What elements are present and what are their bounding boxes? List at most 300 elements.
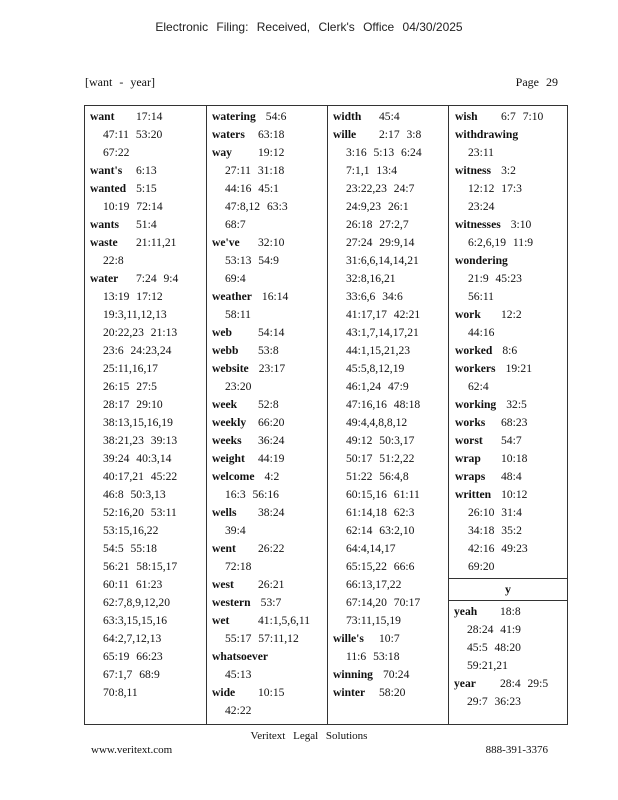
page-line-refs: 22:8 bbox=[103, 254, 124, 267]
index-entry bbox=[333, 126, 448, 144]
index-continuation bbox=[212, 198, 327, 216]
page-line-refs: 70:8,11 bbox=[103, 686, 138, 699]
page-line-refs: 40:17,21 45:22 bbox=[103, 470, 178, 483]
page-line-refs: 54:7 bbox=[501, 434, 522, 447]
page-line-refs: 26:10 31:4 bbox=[468, 506, 522, 519]
page-line-refs: 28:4 29:5 bbox=[500, 677, 549, 690]
index-continuation bbox=[212, 270, 327, 288]
page-line-refs: 13:19 17:12 bbox=[103, 290, 163, 303]
index-continuation bbox=[455, 324, 567, 342]
page-line-refs: 44:1,15,21,23 bbox=[346, 344, 411, 357]
index-continuation bbox=[90, 486, 206, 504]
index-term: went bbox=[212, 542, 236, 555]
page-line-refs: 60:15,16 61:11 bbox=[346, 488, 420, 501]
page-line-refs: 23:22,23 24:7 bbox=[346, 182, 415, 195]
index-continuation bbox=[90, 666, 206, 684]
index-continuation bbox=[333, 198, 448, 216]
page-line-refs: 52:8 bbox=[258, 398, 279, 411]
index-entry bbox=[212, 450, 327, 468]
page-line-refs: 42:22 bbox=[225, 704, 252, 717]
index-term: withdrawing bbox=[455, 128, 519, 141]
index-entry bbox=[212, 396, 327, 414]
footer-website: www.veritext.com bbox=[91, 744, 173, 756]
index-entry bbox=[455, 450, 567, 468]
index-term: worked bbox=[455, 344, 493, 357]
index-term: wish bbox=[455, 110, 478, 123]
index-continuation bbox=[90, 288, 206, 306]
index-continuation bbox=[212, 252, 327, 270]
page-line-refs: 68:7 bbox=[225, 218, 246, 231]
index-term: year bbox=[454, 677, 476, 690]
index-entry bbox=[455, 108, 567, 126]
index-continuation bbox=[455, 270, 567, 288]
page-line-refs: 3:16 5:13 6:24 bbox=[346, 146, 422, 159]
page-line-refs: 67:1,7 68:9 bbox=[103, 668, 160, 681]
index-term: wants bbox=[90, 218, 119, 231]
page-line-refs: 31:6,6,14,14,21 bbox=[346, 254, 419, 267]
index-continuation bbox=[333, 252, 448, 270]
index-continuation bbox=[455, 198, 567, 216]
page-line-refs: 28:24 41:9 bbox=[467, 623, 521, 636]
index-term: website bbox=[212, 362, 249, 375]
footer-phone: 888-391-3376 bbox=[485, 744, 548, 756]
index-term: works bbox=[455, 416, 486, 429]
index-term: want's bbox=[90, 164, 123, 177]
index-continuation bbox=[333, 360, 448, 378]
index-term: written bbox=[455, 488, 492, 501]
index-continuation bbox=[90, 324, 206, 342]
index-entry bbox=[455, 432, 567, 450]
index-entry bbox=[90, 270, 206, 288]
index-continuation bbox=[333, 522, 448, 540]
page-line-refs: 19:12 bbox=[258, 146, 285, 159]
page-line-refs: 2:17 3:8 bbox=[379, 128, 422, 141]
index-continuation bbox=[90, 414, 206, 432]
page-line-refs: 46:8 50:3,13 bbox=[103, 488, 166, 501]
index-entry bbox=[455, 414, 567, 432]
index-continuation bbox=[90, 630, 206, 648]
index-continuation bbox=[90, 504, 206, 522]
index-entry bbox=[455, 396, 567, 414]
index-continuation bbox=[90, 252, 206, 270]
index-continuation bbox=[333, 288, 448, 306]
index-continuation bbox=[212, 162, 327, 180]
page-line-refs: 16:14 bbox=[261, 290, 289, 303]
page-line-refs: 58:20 bbox=[379, 686, 406, 699]
page-line-refs: 54:6 bbox=[265, 110, 287, 123]
page-line-refs: 59:21,21 bbox=[467, 659, 508, 672]
index-term: western bbox=[212, 596, 251, 609]
page-line-refs: 49:12 50:3,17 bbox=[346, 434, 415, 447]
index-term: workers bbox=[455, 362, 496, 375]
index-continuation bbox=[90, 450, 206, 468]
index-continuation bbox=[212, 558, 327, 576]
page-line-refs: 21:9 45:23 bbox=[468, 272, 522, 285]
index-term: width bbox=[333, 110, 362, 123]
index-entry bbox=[212, 576, 327, 594]
index-entry bbox=[455, 486, 567, 504]
page-line-refs: 61:14,18 62:3 bbox=[346, 506, 415, 519]
page-line-refs: 62:4 bbox=[468, 380, 489, 393]
page-line-refs: 51:22 56:4,8 bbox=[346, 470, 409, 483]
index-entry bbox=[212, 342, 327, 360]
page-line-refs: 11:6 53:18 bbox=[346, 650, 400, 663]
page-line-refs: 4:2 bbox=[264, 470, 280, 483]
page-line-refs: 47:11 53:20 bbox=[103, 128, 163, 141]
index-continuation bbox=[333, 270, 448, 288]
index-continuation bbox=[333, 378, 448, 396]
page-line-refs: 18:8 bbox=[500, 605, 521, 618]
footer-company: Veritext Legal Solutions bbox=[250, 730, 368, 742]
page-line-refs: 56:21 58:15,17 bbox=[103, 560, 178, 573]
word-index-grid bbox=[84, 105, 568, 725]
index-continuation bbox=[90, 144, 206, 162]
page-line-refs: 36:24 bbox=[258, 434, 285, 447]
page-line-refs: 23:17 bbox=[258, 362, 286, 375]
index-continuation bbox=[454, 621, 567, 639]
page-line-refs: 6:7 7:10 bbox=[501, 110, 544, 123]
index-term: waters bbox=[212, 128, 245, 141]
index-continuation bbox=[90, 306, 206, 324]
index-continuation bbox=[90, 342, 206, 360]
index-continuation bbox=[333, 468, 448, 486]
index-continuation bbox=[333, 450, 448, 468]
page-line-refs: 54:5 55:18 bbox=[103, 542, 157, 555]
index-entry bbox=[212, 684, 327, 702]
index-continuation bbox=[90, 126, 206, 144]
page-line-refs: 72:18 bbox=[225, 560, 252, 573]
index-term: watering bbox=[212, 110, 256, 123]
index-entry bbox=[212, 126, 327, 144]
index-entry bbox=[455, 126, 567, 144]
page-line-refs: 29:7 36:23 bbox=[467, 695, 521, 708]
index-term: week bbox=[212, 398, 238, 411]
page-line-refs: 66:13,17,22 bbox=[346, 578, 402, 591]
index-term: web bbox=[212, 326, 232, 339]
index-term: wet bbox=[212, 614, 230, 627]
page-line-refs: 63:18 bbox=[258, 128, 285, 141]
page-line-refs: 45:5 48:20 bbox=[467, 641, 521, 654]
index-entry bbox=[454, 675, 567, 693]
index-entry bbox=[212, 648, 327, 666]
index-entry bbox=[212, 432, 327, 450]
page-line-refs: 10:7 bbox=[379, 632, 400, 645]
index-continuation bbox=[90, 360, 206, 378]
index-term: wille's bbox=[333, 632, 364, 645]
index-term: weather bbox=[212, 290, 252, 303]
page-line-refs: 44:16 bbox=[468, 326, 495, 339]
index-column-1 bbox=[85, 106, 206, 724]
index-column-3 bbox=[327, 106, 448, 724]
page-line-refs: 64:4,14,17 bbox=[346, 542, 396, 555]
index-entry bbox=[212, 504, 327, 522]
index-entry bbox=[90, 234, 206, 252]
index-continuation bbox=[212, 486, 327, 504]
index-continuation bbox=[333, 504, 448, 522]
page-line-refs: 38:21,23 39:13 bbox=[103, 434, 178, 447]
page-line-refs: 53:7 bbox=[260, 596, 282, 609]
page-line-refs: 26:18 27:2,7 bbox=[346, 218, 409, 231]
page-line-refs: 12:12 17:3 bbox=[468, 182, 522, 195]
index-continuation bbox=[455, 144, 567, 162]
page-line-refs: 43:1,7,14,17,21 bbox=[346, 326, 419, 339]
index-term: weekly bbox=[212, 416, 247, 429]
page-line-refs: 19:3,11,12,13 bbox=[103, 308, 167, 321]
page-line-refs: 54:14 bbox=[258, 326, 285, 339]
index-continuation bbox=[90, 558, 206, 576]
index-continuation bbox=[333, 324, 448, 342]
index-entry bbox=[90, 108, 206, 126]
index-continuation bbox=[90, 396, 206, 414]
page-line-refs: 41:17,17 42:21 bbox=[346, 308, 421, 321]
index-term: want bbox=[90, 110, 115, 123]
index-term: water bbox=[90, 272, 119, 285]
index-continuation bbox=[90, 378, 206, 396]
index-continuation bbox=[90, 198, 206, 216]
index-term: west bbox=[212, 578, 234, 591]
index-continuation bbox=[455, 378, 567, 396]
page-line-refs: 27:11 31:18 bbox=[225, 164, 285, 177]
index-continuation bbox=[333, 540, 448, 558]
index-term: waste bbox=[90, 236, 118, 249]
index-continuation bbox=[333, 306, 448, 324]
index-continuation bbox=[333, 180, 448, 198]
index-term: worst bbox=[455, 434, 483, 447]
page-line-refs: 55:17 57:11,12 bbox=[225, 632, 299, 645]
index-term: winter bbox=[333, 686, 366, 699]
index-term: wanted bbox=[90, 182, 127, 195]
index-entry bbox=[455, 162, 567, 180]
page-line-refs: 17:14 bbox=[136, 110, 163, 123]
page-line-refs: 38:13,15,16,19 bbox=[103, 416, 173, 429]
page-line-refs: 23:20 bbox=[225, 380, 252, 393]
index-continuation bbox=[212, 666, 327, 684]
index-continuation bbox=[212, 216, 327, 234]
page-line-refs: 10:15 bbox=[258, 686, 285, 699]
index-term: whatsoever bbox=[212, 650, 269, 663]
page-line-refs: 47:16,16 48:18 bbox=[346, 398, 421, 411]
index-continuation bbox=[90, 612, 206, 630]
index-entry bbox=[454, 603, 567, 621]
page-line-refs: 38:24 bbox=[258, 506, 285, 519]
page-line-refs: 10:19 72:14 bbox=[103, 200, 163, 213]
index-term: welcome bbox=[212, 470, 255, 483]
page-line-refs: 32:10 bbox=[258, 236, 285, 249]
index-entry bbox=[90, 180, 206, 198]
page-line-refs: 23:24 bbox=[468, 200, 495, 213]
index-entry bbox=[212, 414, 327, 432]
page-line-refs: 56:11 bbox=[468, 290, 494, 303]
page-line-refs: 44:16 45:1 bbox=[225, 182, 279, 195]
page-line-refs: 50:17 51:2,22 bbox=[346, 452, 415, 465]
index-term: wraps bbox=[455, 470, 486, 483]
index-continuation bbox=[333, 234, 448, 252]
index-continuation bbox=[333, 612, 448, 630]
index-continuation bbox=[333, 594, 448, 612]
index-continuation bbox=[333, 558, 448, 576]
index-continuation bbox=[90, 432, 206, 450]
page-line-refs: 44:19 bbox=[258, 452, 285, 465]
filing-stamp: Electronic Filing: Received, Clerk's Office 04/30/2025 bbox=[155, 20, 463, 34]
page-line-refs: 25:11,16,17 bbox=[103, 362, 158, 375]
index-term: weight bbox=[212, 452, 245, 465]
page-line-refs: 51:4 bbox=[136, 218, 157, 231]
index-term: wide bbox=[212, 686, 236, 699]
index-continuation bbox=[90, 522, 206, 540]
index-continuation bbox=[333, 486, 448, 504]
index-term: wille bbox=[333, 128, 357, 141]
page-line-refs: 10:12 bbox=[501, 488, 528, 501]
index-continuation bbox=[212, 630, 327, 648]
page-line-refs: 8:6 bbox=[502, 344, 518, 357]
page-line-refs: 34:18 35:2 bbox=[468, 524, 522, 537]
index-entry bbox=[212, 540, 327, 558]
index-continuation bbox=[333, 342, 448, 360]
index-continuation bbox=[333, 432, 448, 450]
index-term: we've bbox=[212, 236, 240, 249]
page-line-refs: 48:4 bbox=[501, 470, 522, 483]
index-entry bbox=[90, 216, 206, 234]
page-line-refs: 24:9,23 26:1 bbox=[346, 200, 409, 213]
page-line-refs: 53:13 54:9 bbox=[225, 254, 279, 267]
index-continuation bbox=[455, 234, 567, 252]
page-line-refs: 3:2 bbox=[501, 164, 516, 177]
index-entry bbox=[212, 360, 327, 378]
index-continuation bbox=[333, 648, 448, 666]
index-entry bbox=[455, 252, 567, 270]
page-line-refs: 33:6,6 34:6 bbox=[346, 290, 403, 303]
index-entry bbox=[455, 216, 567, 234]
index-continuation bbox=[454, 639, 567, 657]
index-term: witness bbox=[455, 164, 492, 177]
index-continuation bbox=[455, 558, 567, 576]
page-line-refs: 53:8 bbox=[258, 344, 279, 357]
page-line-refs: 67:22 bbox=[103, 146, 130, 159]
page-line-refs: 39:24 40:3,14 bbox=[103, 452, 172, 465]
index-term: way bbox=[212, 146, 232, 159]
index-continuation bbox=[90, 684, 206, 702]
index-term: witnesses bbox=[455, 218, 501, 231]
index-entry bbox=[212, 324, 327, 342]
index-continuation bbox=[455, 288, 567, 306]
page-line-refs: 52:16,20 53:11 bbox=[103, 506, 177, 519]
page-line-refs: 26:22 bbox=[258, 542, 285, 555]
index-range: [want - year] bbox=[85, 75, 155, 89]
index-continuation bbox=[90, 594, 206, 612]
index-entry bbox=[212, 594, 327, 612]
page-line-refs: 3:10 bbox=[510, 218, 532, 231]
page-line-refs: 28:17 29:10 bbox=[103, 398, 163, 411]
index-continuation bbox=[455, 540, 567, 558]
page-line-refs: 62:14 63:2,10 bbox=[346, 524, 415, 537]
index-term: working bbox=[455, 398, 497, 411]
page-line-refs: 32:5 bbox=[506, 398, 527, 411]
index-continuation bbox=[90, 468, 206, 486]
index-entry bbox=[455, 360, 567, 378]
page-line-refs: 47:8,12 63:3 bbox=[225, 200, 288, 213]
page-line-refs: 63:3,15,15,16 bbox=[103, 614, 168, 627]
page-line-refs: 68:23 bbox=[501, 416, 528, 429]
index-entry bbox=[212, 234, 327, 252]
page-line-refs: 70:24 bbox=[382, 668, 410, 681]
index-continuation bbox=[333, 414, 448, 432]
index-entry bbox=[212, 468, 327, 486]
page-line-refs: 10:18 bbox=[501, 452, 528, 465]
index-term: webb bbox=[212, 344, 239, 357]
index-continuation bbox=[454, 657, 567, 675]
page-line-refs: 53:15,16,22 bbox=[103, 524, 159, 537]
page-number: Page 29 bbox=[515, 75, 558, 89]
page-line-refs: 66:20 bbox=[258, 416, 285, 429]
index-term: weeks bbox=[212, 434, 242, 447]
page-line-refs: 20:22,23 21:13 bbox=[103, 326, 178, 339]
index-entry bbox=[455, 306, 567, 324]
index-term: yeah bbox=[454, 605, 478, 618]
index-continuation bbox=[90, 576, 206, 594]
index-continuation bbox=[212, 702, 327, 720]
index-continuation bbox=[212, 378, 327, 396]
index-continuation bbox=[212, 522, 327, 540]
page-line-refs: 69:20 bbox=[468, 560, 495, 573]
page-line-refs: 19:21 bbox=[505, 362, 532, 375]
page-line-refs: 45:5,8,12,19 bbox=[346, 362, 405, 375]
index-continuation bbox=[90, 540, 206, 558]
page-line-refs: 5:15 bbox=[136, 182, 157, 195]
index-entry bbox=[455, 342, 567, 360]
index-continuation bbox=[455, 504, 567, 522]
page-line-refs: 12:2 bbox=[501, 308, 522, 321]
page-line-refs: 46:1,24 47:9 bbox=[346, 380, 409, 393]
page-line-refs: 73:11,15,19 bbox=[346, 614, 401, 627]
page-line-refs: 7:24 9:4 bbox=[136, 272, 179, 285]
index-continuation bbox=[454, 693, 567, 711]
index-continuation bbox=[212, 180, 327, 198]
index-entry bbox=[90, 162, 206, 180]
index-continuation bbox=[333, 144, 448, 162]
page-line-refs: 62:7,8,9,12,20 bbox=[103, 596, 170, 609]
page-line-refs: 32:8,16,21 bbox=[346, 272, 396, 285]
page-line-refs: 65:15,22 66:6 bbox=[346, 560, 415, 573]
index-continuation bbox=[212, 306, 327, 324]
page-line-refs: 45:4 bbox=[379, 110, 400, 123]
page-line-refs: 65:19 66:23 bbox=[103, 650, 163, 663]
index-column-4-y-section bbox=[448, 601, 567, 711]
index-entry bbox=[212, 144, 327, 162]
page-line-refs: 23:11 bbox=[468, 146, 494, 159]
index-term: winning bbox=[333, 668, 373, 681]
page-line-refs: 6:13 bbox=[136, 164, 157, 177]
page-line-refs: 64:2,7,12,13 bbox=[103, 632, 162, 645]
page-line-refs: 26:15 27:5 bbox=[103, 380, 157, 393]
index-entry bbox=[455, 468, 567, 486]
index-term: wondering bbox=[455, 254, 508, 267]
index-continuation bbox=[455, 180, 567, 198]
page-line-refs: 27:24 29:9,14 bbox=[346, 236, 415, 249]
index-entry bbox=[333, 630, 448, 648]
page-line-refs: 26:21 bbox=[258, 578, 285, 591]
page-line-refs: 49:4,4,8,8,12 bbox=[346, 416, 408, 429]
index-continuation bbox=[90, 648, 206, 666]
index-column-2 bbox=[206, 106, 327, 724]
index-continuation bbox=[333, 396, 448, 414]
page-line-refs: 23:6 24:23,24 bbox=[103, 344, 172, 357]
index-term: wells bbox=[212, 506, 237, 519]
index-entry bbox=[333, 108, 448, 126]
page-line-refs: 58:11 bbox=[225, 308, 251, 321]
index-entry bbox=[212, 108, 327, 126]
page-line-refs: 21:11,21 bbox=[136, 236, 177, 249]
section-letter-header: y bbox=[448, 578, 567, 601]
